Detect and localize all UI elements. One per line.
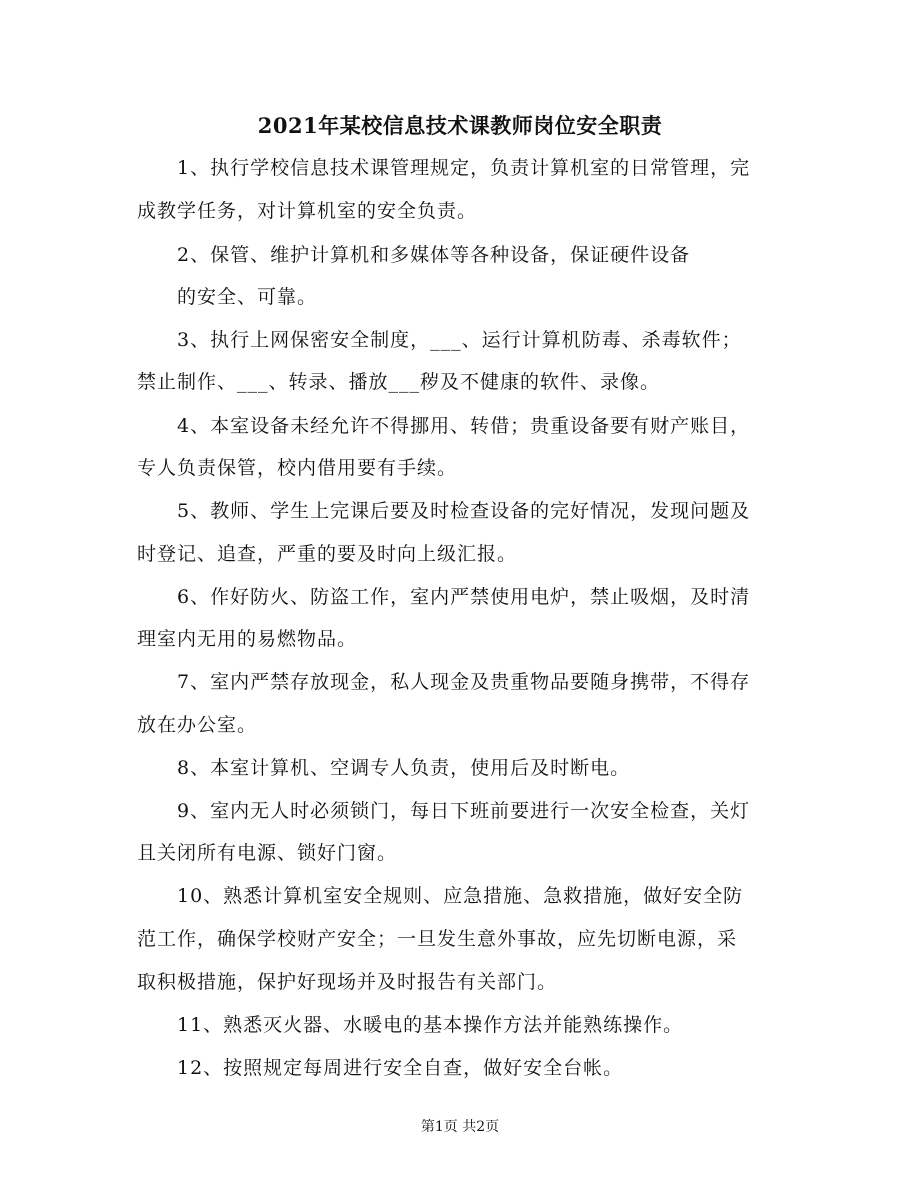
- paragraph-line: 取积极措施，保护好现场并及时报告有关部门。: [137, 971, 558, 993]
- paragraph-line: 11、熟悉灭火器、水暖电的基本操作方法并能熟练操作。: [177, 1014, 684, 1036]
- paragraph-line: 8、本室计算机、空调专人负责，使用后及时断电。: [177, 757, 631, 779]
- paragraph-line: 成教学任务，对计算机室的安全负责。: [137, 200, 478, 222]
- paragraph-line: 的安全、可靠。: [177, 286, 318, 308]
- paragraph-line: 3、执行上网保密安全制度，___、运行计算机防毒、杀毒软件；: [177, 329, 742, 351]
- paragraph-line: 10、熟悉计算机室安全规则、应急措施、急救措施，做好安全防: [177, 885, 744, 907]
- paragraph-line: 4、本室设备未经允许不得挪用、转借；贵重设备要有财产账目，: [177, 415, 751, 437]
- paragraph-line: 时登记、追查，严重的要及时向上级汇报。: [137, 543, 518, 565]
- paragraph-line: 2、保管、维护计算机和多媒体等各种设备，保证硬件设备: [177, 244, 691, 266]
- paragraph-line: 且关闭所有电源、锁好门窗。: [137, 842, 398, 864]
- paragraph-line: 7、室内严禁存放现金，私人现金及贵重物品要随身携带，不得存: [177, 671, 751, 693]
- paragraph-line: 理室内无用的易燃物品。: [137, 628, 358, 650]
- paragraph-line: 范工作，确保学校财产安全；一旦发生意外事故，应先切断电源，采: [137, 928, 738, 950]
- paragraph-line: 禁止制作、___、转录、播放___秽及不健康的软件、录像。: [137, 371, 661, 393]
- paragraph-line: 5、教师、学生上完课后要及时检查设备的完好情况，发现问题及: [177, 500, 751, 522]
- paragraph-line: 9、室内无人时必须锁门，每日下班前要进行一次安全检查，关灯: [177, 800, 751, 822]
- paragraph-line: 6、作好防火、防盗工作，室内严禁使用电炉，禁止吸烟，及时清: [177, 586, 751, 608]
- paragraph-line: 12、按照规定每周进行安全自查，做好安全台帐。: [177, 1057, 624, 1079]
- paragraph-line: 放在办公室。: [137, 714, 258, 736]
- page-footer: 第1页 共2页: [420, 1119, 500, 1135]
- document-title: 2021年某校信息技术课教师岗位安全职责: [257, 113, 663, 138]
- paragraph-line: 专人负责保管，校内借用要有手续。: [137, 457, 458, 479]
- paragraph-line: 1、执行学校信息技术课管理规定，负责计算机室的日常管理，完: [177, 157, 751, 179]
